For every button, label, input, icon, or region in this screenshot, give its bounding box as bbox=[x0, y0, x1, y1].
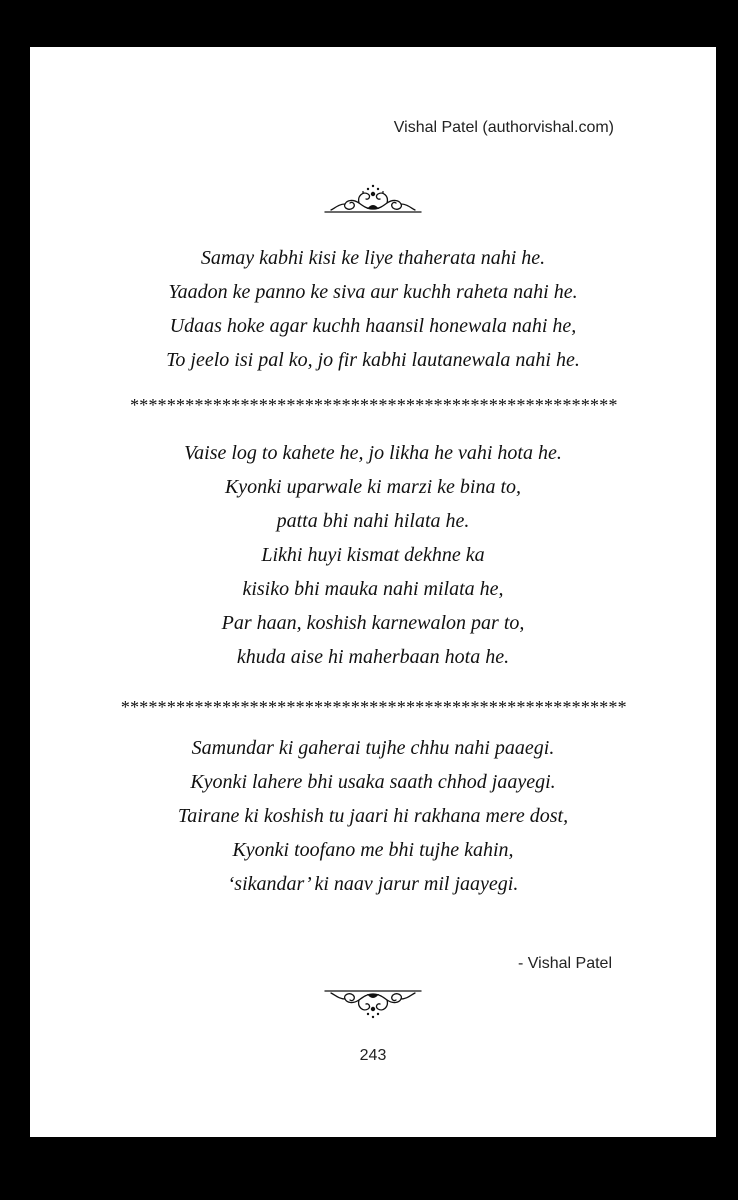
poem-line: Samundar ki gaherai tujhe chhu nahi paaegi. bbox=[191, 737, 555, 759]
poem-line: Samay kabhi kisi ke liye thaherata nahi he. bbox=[200, 247, 546, 269]
poem-stanza-3 bbox=[30, 731, 716, 901]
running-header-author: Vishal Patel (authorvishal.com) bbox=[393, 119, 614, 136]
poem-stanza-1 bbox=[30, 241, 716, 377]
asterisk-separator: ***************************************************** bbox=[129, 395, 617, 415]
poem-line: Tairane ki koshish tu jaari hi rakhana mere dost, bbox=[177, 805, 569, 827]
poem-line: To jeelo isi pal ko, jo fir kabhi lautanewala nahi he. bbox=[166, 349, 580, 371]
book-page bbox=[30, 47, 716, 1137]
flourish-ornament-icon bbox=[323, 182, 423, 218]
poem-line: kisiko bhi mauka nahi milata he, bbox=[242, 578, 504, 600]
poem-line: Yaadon ke panno ke siva aur kuchh raheta nahi he. bbox=[168, 281, 578, 303]
poem-line: patta bhi nahi hilata he. bbox=[276, 510, 470, 532]
flourish-ornament-icon bbox=[323, 985, 423, 1021]
poem-line: Udaas hoke agar kuchh haansil honewala nahi he, bbox=[169, 315, 577, 337]
poem-line: Kyonki lahere bhi usaka saath chhod jaayegi. bbox=[190, 771, 556, 793]
poem-line: ‘sikandar’ ki naav jarur mil jaayegi. bbox=[227, 873, 519, 895]
poem-stanza-2 bbox=[30, 436, 716, 674]
poem-line: Vaise log to kahete he, jo likha he vahi hota he. bbox=[184, 442, 562, 464]
poem-line: Kyonki toofano me bhi tujhe kahin, bbox=[232, 839, 514, 861]
poem-line: khuda aise hi maherbaan hota he. bbox=[236, 646, 510, 668]
poem-line: Kyonki uparwale ki marzi ke bina to, bbox=[224, 476, 522, 498]
poem-line: Likhi huyi kismat dekhne ka bbox=[261, 544, 485, 566]
poem-line: Par haan, koshish karnewalon par to, bbox=[221, 612, 525, 634]
page-number: 243 bbox=[359, 1047, 387, 1064]
author-signature: - Vishal Patel bbox=[518, 955, 612, 972]
asterisk-separator: ******************************************************* bbox=[120, 697, 626, 717]
